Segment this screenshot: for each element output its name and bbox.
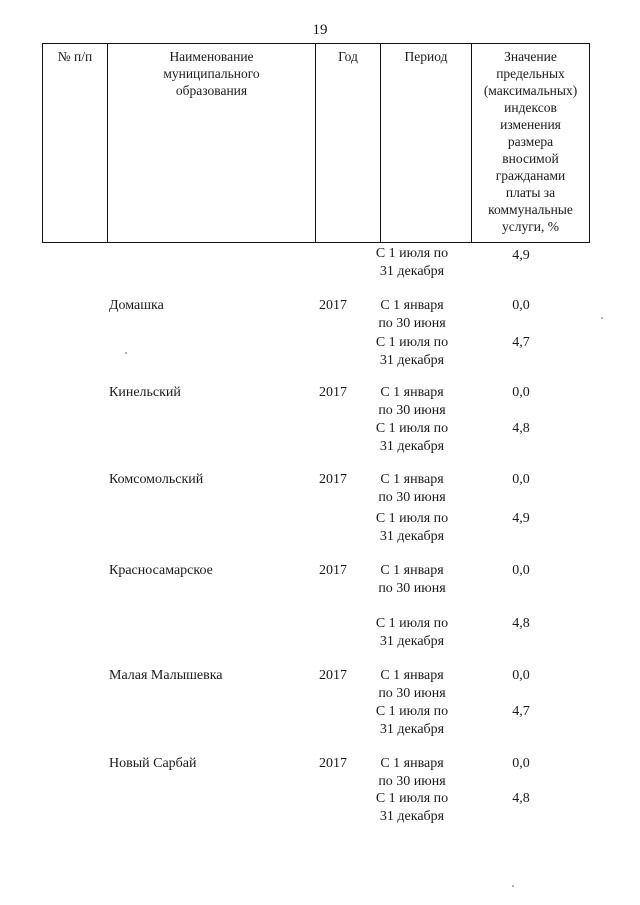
period-line: С 1 июля по (375, 511, 449, 526)
year-cell: 2017 (319, 668, 347, 683)
value-cell: 4,7 (512, 335, 530, 350)
period-line: по 30 июня (378, 316, 446, 331)
header-value-line: коммунальные (488, 202, 573, 217)
period-line: С 1 января (380, 668, 444, 683)
scan-speck (125, 352, 127, 354)
header-name-line: муниципального (163, 66, 260, 81)
header-name-line: образования (175, 83, 248, 98)
header-value-line: гражданами (495, 168, 566, 183)
period-line: по 30 июня (378, 774, 446, 789)
value-cell: 0,0 (512, 298, 530, 313)
period-line: по 30 июня (378, 490, 446, 505)
period-cell (362, 384, 462, 420)
period-cell (362, 562, 462, 598)
value-cell: 4,8 (512, 616, 530, 631)
header-value-line: размера (507, 134, 554, 149)
period-line: 31 декабря (379, 353, 445, 368)
value-cell: 4,7 (512, 704, 530, 719)
municipality-name: Комсомольский (109, 472, 204, 487)
value-cell: 0,0 (512, 385, 530, 400)
scan-speck (601, 317, 603, 319)
header-name-line: Наименование (169, 49, 254, 64)
header-value-line: услуги, % (502, 219, 559, 234)
header-value-line: индексов (504, 100, 557, 115)
period-line: 31 декабря (379, 264, 445, 279)
page-number: 19 (312, 22, 328, 38)
period-cell (362, 667, 462, 703)
municipality-name: Малая Малышевка (109, 668, 223, 683)
value-cell: 4,8 (512, 791, 530, 806)
period-line: С 1 июля по (375, 246, 449, 261)
header-value (472, 44, 590, 243)
period-cell (362, 755, 462, 791)
period-line: С 1 января (380, 385, 444, 400)
period-line: 31 декабря (379, 439, 445, 454)
period-cell (362, 790, 462, 826)
period-cell (362, 471, 462, 507)
period-line: С 1 января (380, 472, 444, 487)
header-value-line: Значение (504, 49, 557, 64)
table-header (42, 43, 590, 243)
header-year: Год (316, 44, 381, 243)
period-line: по 30 июня (378, 403, 446, 418)
period-line: по 30 июня (378, 686, 446, 701)
period-line: С 1 января (380, 298, 444, 313)
period-line: С 1 января (380, 563, 444, 578)
value-cell: 4,9 (512, 248, 530, 263)
municipality-name: Кинельский (109, 385, 181, 400)
municipality-name: Домашка (109, 298, 164, 313)
municipality-name: Новый Сарбай (109, 756, 197, 771)
header-value-line: предельных (496, 66, 565, 81)
year-cell: 2017 (319, 756, 347, 771)
period-cell (362, 615, 462, 651)
year-cell: 2017 (319, 385, 347, 400)
header-name (108, 44, 316, 243)
value-cell: 0,0 (512, 756, 530, 771)
header-number: № п/п (43, 44, 108, 243)
period-line: по 30 июня (378, 581, 446, 596)
year-cell: 2017 (319, 298, 347, 313)
period-line: 31 декабря (379, 529, 445, 544)
header-value-line: вносимой (502, 151, 559, 166)
value-cell: 4,8 (512, 421, 530, 436)
period-cell (362, 245, 462, 281)
header-period: Период (381, 44, 472, 243)
period-line: С 1 июля по (375, 704, 449, 719)
period-line: 31 декабря (379, 809, 445, 824)
period-line: 31 декабря (379, 722, 445, 737)
period-cell (362, 703, 462, 739)
period-line: С 1 июля по (375, 335, 449, 350)
period-cell (362, 510, 462, 546)
period-cell (362, 334, 462, 370)
year-cell: 2017 (319, 472, 347, 487)
period-line: С 1 июля по (375, 791, 449, 806)
period-line: С 1 января (380, 756, 444, 771)
header-value-line: (максимальных) (483, 83, 578, 98)
value-cell: 4,9 (512, 511, 530, 526)
value-cell: 0,0 (512, 472, 530, 487)
header-value-line: изменения (500, 117, 561, 132)
year-cell: 2017 (319, 563, 347, 578)
period-cell (362, 297, 462, 333)
period-cell (362, 420, 462, 456)
header-value-line: платы за (505, 185, 556, 200)
scan-speck (512, 885, 514, 887)
period-line: 31 декабря (379, 634, 445, 649)
period-line: С 1 июля по (375, 421, 449, 436)
municipality-name: Красносамарское (109, 563, 213, 578)
period-line: С 1 июля по (375, 616, 449, 631)
value-cell: 0,0 (512, 668, 530, 683)
value-cell: 0,0 (512, 563, 530, 578)
